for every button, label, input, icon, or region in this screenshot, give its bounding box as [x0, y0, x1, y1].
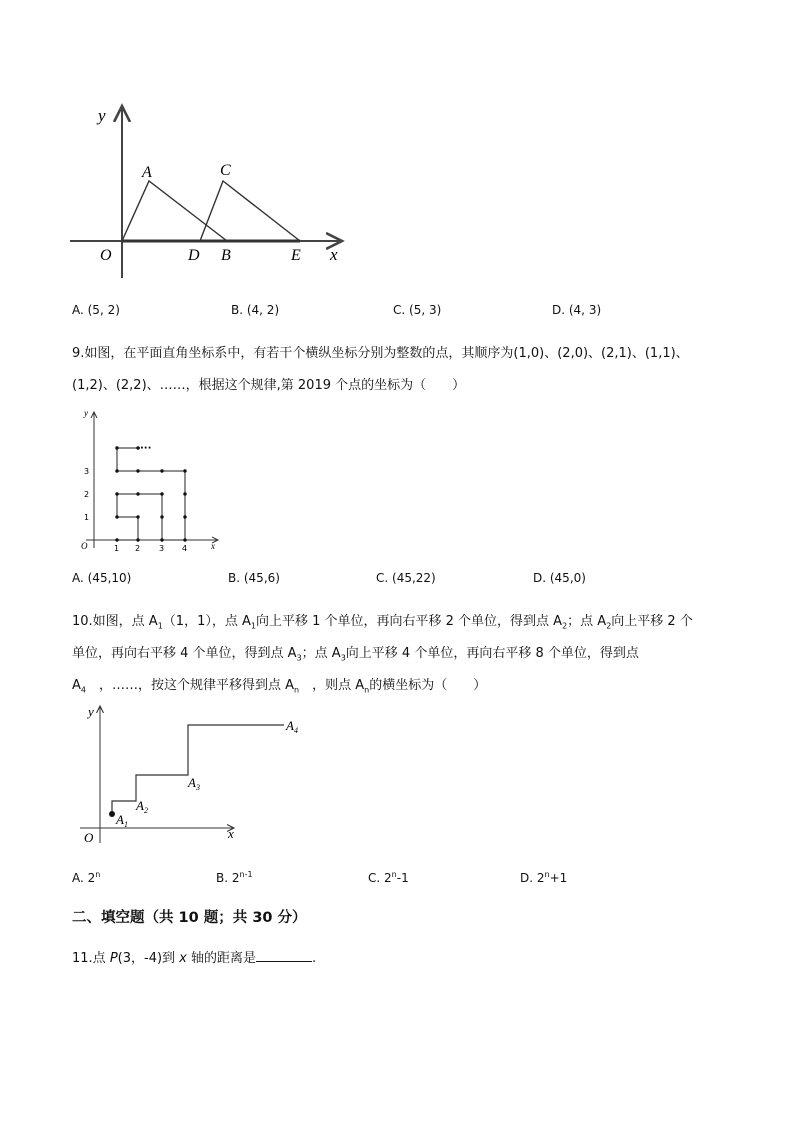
- q8-option-d: D. (4, 3): [552, 303, 602, 317]
- q8-option-c: C. (5, 3): [393, 303, 442, 317]
- q8-option-b: B. (4, 2): [231, 303, 280, 317]
- q10-stem-line3: $A_4$ ，……，按这个规律平移得到点 $A_n$ ，则点 $A_n$的横坐标为（ ）: [72, 678, 487, 695]
- q9-figure: [76, 406, 226, 554]
- q11-stem: 11.点 P(3，-4)到 x 轴的距离是 .: [72, 951, 317, 966]
- q8-label-D: D: [188, 247, 200, 264]
- q8-option-a: A. (5, 2): [72, 303, 120, 317]
- q10-label-O: O: [84, 830, 94, 845]
- q8-label-E: E: [291, 247, 301, 264]
- q10-label-y: y: [88, 704, 94, 719]
- q8-label-B: B: [221, 247, 231, 264]
- q10-point-a1: [109, 811, 115, 817]
- q9-ellipsis: ···: [140, 443, 152, 454]
- q10-option-c: C. 2$^n$-1: [368, 870, 409, 885]
- q10-option-d: D. $2^n+1$: [520, 870, 568, 885]
- q10-stem-line1: 10.如图，点 $A_1(1$，1），点 $A_1$向上平移 1 个单位，再向右平移 2 个单位，得到点 $A_2$；点 $A_2$向上平移 2 个: [72, 614, 693, 631]
- q11-answer-blank[interactable]: [256, 949, 312, 962]
- section2-title: 二、填空题（共 10 题；共 30 分）: [72, 910, 307, 926]
- q9-label-O: O: [81, 541, 88, 551]
- q9-xtick-1: 1: [114, 544, 120, 553]
- q9-option-b: B. (45,6): [228, 571, 280, 585]
- q8-label-A: A: [142, 164, 152, 181]
- q10-label-a1: $A_1$: [116, 812, 128, 829]
- q8-label-C: C: [220, 162, 231, 179]
- q9-stem-line1: 9.如图，在平面直角坐标系中，有若干个横纵坐标分别为整数的点，其顺序为(1,0)、(2,0)、(2,1)、(1,1)、: [72, 346, 689, 361]
- q10-figure: [74, 700, 310, 850]
- q10-stem-line2: 单位，再向右平移 4 个单位，得到点 $A_3$；点 $A_3$向上平移 4 个单位，再向右平移 8 个单位，得到点: [72, 646, 639, 663]
- q10-label-a4: $A_4$: [286, 718, 298, 735]
- q10-label-a3: $A_3$: [188, 775, 200, 792]
- q9-stem-line2: (1,2)、(2,2)、……，根据这个规律,第 2019 个点的坐标为（ ）: [72, 378, 466, 393]
- q9-label-y: y: [84, 408, 88, 418]
- q9-path: [117, 448, 185, 540]
- q9-ytick-2: 2: [84, 490, 90, 499]
- q10-label-x: x: [228, 826, 234, 841]
- q8-figure: [60, 98, 360, 273]
- q9-ytick-1: 1: [84, 513, 90, 522]
- q9-option-d: D. (45,0): [533, 571, 586, 585]
- q8-label-x: x: [330, 245, 338, 264]
- q10-label-a2: $A_2$: [136, 798, 148, 815]
- q9-xtick-4: 4: [182, 544, 188, 553]
- q9-option-c: C. (45,22): [376, 571, 436, 585]
- q8-label-y: y: [98, 106, 106, 125]
- q9-xtick-2: 2: [135, 544, 141, 553]
- q9-label-x: x: [211, 541, 215, 551]
- q9-xtick-3: 3: [159, 544, 165, 553]
- q9-option-a: A. (45,10): [72, 571, 132, 585]
- q10-option-a: A. 2$^n$: [72, 870, 101, 885]
- q9-ytick-3: 3: [84, 467, 90, 476]
- q10-option-b: B. 2$^{n-1}$: [216, 870, 253, 885]
- q8-label-O: O: [100, 247, 112, 264]
